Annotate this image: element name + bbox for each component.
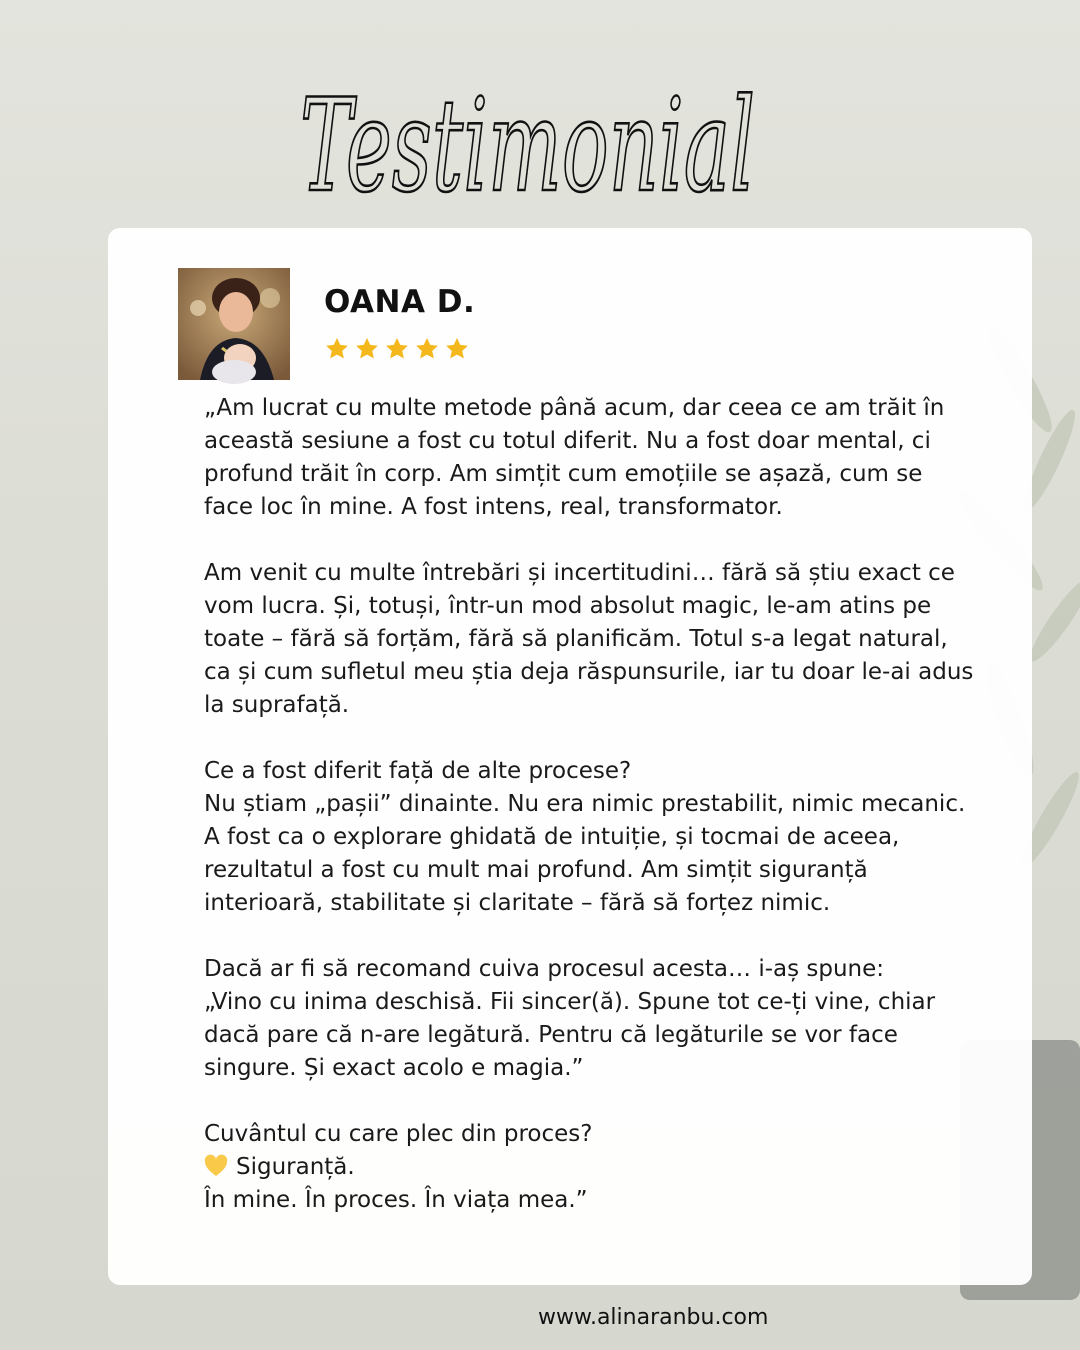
text-line: „Am lucrat cu multe metode până acum, dar ceea ce am trăit în — [204, 395, 945, 421]
text-line: Am venit cu multe întrebări și incertitudini… fără să știu exact ce — [204, 560, 955, 586]
avatar — [178, 268, 290, 380]
closing-word-line — [204, 1151, 984, 1184]
testimonial-paragraph — [204, 755, 984, 920]
star-icon — [324, 336, 350, 362]
reviewer-name: OANA D. — [324, 284, 476, 320]
text-line: vom lucra. Și, totuși, într-un mod absolut magic, le-am atins pe — [204, 593, 932, 619]
yellow-heart-icon — [204, 1155, 228, 1177]
testimonial-card — [108, 228, 1032, 1285]
testimonial-paragraph — [204, 953, 984, 1085]
text-line: rezultatul a fost cu mult mai profund. Am simțit siguranță — [204, 857, 868, 883]
text-line: A fost ca o explorare ghidată de intuiție, și tocmai de aceea, — [204, 824, 900, 850]
page-title — [290, 20, 770, 250]
website-link[interactable]: www.alinaranbu.com — [538, 1305, 769, 1330]
text-line: dacă pare că n-are legătură. Pentru că legăturile se vor face — [204, 1022, 898, 1048]
text-line: face loc în mine. A fost intens, real, transformator. — [204, 494, 783, 520]
text-line: Nu știam „pașii” dinainte. Nu era nimic prestabilit, nimic mecanic. — [204, 791, 966, 817]
star-icon — [384, 336, 410, 362]
star-icon — [414, 336, 440, 362]
closing-question: Cuvântul cu care plec din proces? — [204, 1121, 593, 1147]
star-rating — [324, 336, 470, 362]
text-line: Dacă ar fi să recomand cuiva procesul acesta… i-aș spune: — [204, 956, 885, 982]
text-line: „Vino cu inima deschisă. Fii sincer(ă). Spune tot ce-ți vine, chiar — [204, 989, 936, 1015]
star-icon — [444, 336, 470, 362]
text-line: la suprafață. — [204, 692, 350, 718]
text-line: ca și cum sufletul meu știa deja răspunsurile, iar tu doar le-ai adus — [204, 659, 974, 685]
testimonial-closing — [204, 1118, 984, 1217]
text-line: Ce a fost diferit față de alte procese? — [204, 758, 632, 784]
text-line: singure. Și exact acolo e magia.” — [204, 1055, 584, 1081]
text-line: toate – fără să forțăm, fără să planificăm. Totul s-a legat natural, — [204, 626, 948, 652]
closing-word: Siguranță. — [236, 1154, 355, 1180]
svg-text:Testimonial: Testimonial — [300, 72, 755, 221]
text-line: interioară, stabilitate și claritate – fără să forțez nimic. — [204, 890, 831, 916]
testimonial-paragraph — [204, 557, 984, 722]
text-line: profund trăit în corp. Am simțit cum emoțiile se așază, cum se — [204, 461, 923, 487]
star-icon — [354, 336, 380, 362]
testimonial-paragraph — [204, 392, 984, 524]
text-line: această sesiune a fost cu totul diferit. Nu a fost doar mental, ci — [204, 428, 931, 454]
testimonial-text — [204, 392, 984, 1217]
avatar-photo — [178, 268, 290, 380]
closing-final: În mine. În proces. În viața mea.” — [204, 1187, 588, 1213]
